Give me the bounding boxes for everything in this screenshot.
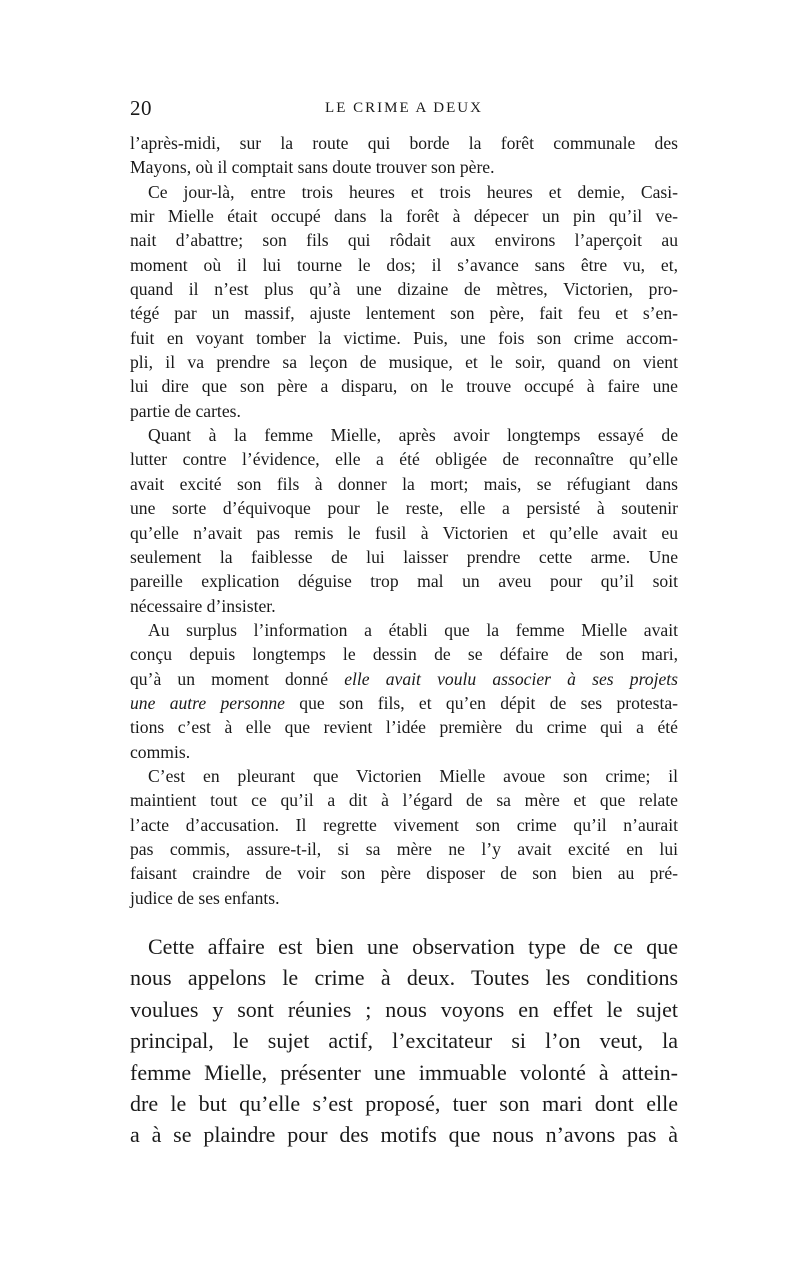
text-line: lutter contre l’évidence, elle a été obligée de reconnaître qu’elle bbox=[130, 449, 678, 470]
text-line: seulement la faiblesse de lui laisser prendre cette arme. Une bbox=[130, 546, 678, 567]
text-run: que son fils, et qu’en dépit de ses protesta- bbox=[284, 692, 678, 713]
text-line: mir Mielle était occupé dans la forêt à dépecer un pin qu’il ve- bbox=[130, 206, 678, 227]
text-line: Mayons, où il comptait sans doute trouver son père. bbox=[130, 157, 495, 178]
main-paragraph bbox=[130, 931, 678, 1151]
quote-paragraph bbox=[130, 618, 678, 764]
text-line: l’après-midi, sur la route qui borde la forêt communale des bbox=[130, 133, 678, 153]
text-line: a à se plaindre pour des motifs que nous n’avons pas à bbox=[130, 1122, 678, 1148]
text-line: Au surplus l’information a établi que la femme Mielle avait bbox=[148, 619, 678, 640]
italic-emphasis: elle avait voulu associer à ses projets bbox=[344, 668, 679, 689]
text-line: tégé par un massif, ajuste lentement son père, fait feu et s’en- bbox=[130, 303, 678, 324]
text-line bbox=[130, 667, 678, 691]
italic-emphasis: une autre personne bbox=[130, 692, 285, 713]
text-line: quand il n’est plus qu’à une dizaine de mètres, Victorien, pro- bbox=[130, 279, 678, 300]
running-head bbox=[130, 96, 678, 126]
quoted-indictment-text bbox=[130, 131, 678, 910]
text-line: pareille explication déguise trop mal un aveu pour qu’il soit bbox=[130, 571, 678, 592]
text-line: avait excité son fils à donner la mort; mais, se réfugiant dans bbox=[130, 473, 678, 494]
text-line: fuit en voyant tomber la victime. Puis, une fois son crime accom- bbox=[130, 327, 678, 348]
text-line: femme Mielle, présenter une immuable volonté à attein- bbox=[130, 1059, 678, 1085]
text-line: une sorte d’équivoque pour le reste, elle a persisté à soutenir bbox=[130, 498, 678, 519]
text-line: voulues y sont réunies ; nous voyons en effet le sujet bbox=[130, 996, 678, 1022]
text-line: pas commis, assure-t-il, si sa mère ne l’y avait excité en lui bbox=[130, 838, 678, 859]
text-line: faisant craindre de voir son père disposer de son bien au pré- bbox=[130, 863, 678, 884]
text-line: nécessaire d’insister. bbox=[130, 595, 276, 616]
text-line: principal, le sujet actif, l’excitateur si l’on veut, la bbox=[130, 1028, 678, 1054]
text-line: nous appelons le crime à deux. Toutes les conditions bbox=[130, 965, 678, 991]
text-line bbox=[130, 691, 678, 715]
text-line: Ce jour-là, entre trois heures et trois heures et demie, Casi- bbox=[148, 181, 678, 202]
text-line: nait d’abattre; son fils qui rôdait aux environs l’aperçoit au bbox=[130, 230, 678, 251]
text-line: commis. bbox=[130, 741, 191, 762]
quote-paragraph bbox=[130, 764, 678, 910]
text-line: maintient tout ce qu’il a dit à l’égard de sa mère et que relate bbox=[130, 790, 678, 811]
page-number: 20 bbox=[130, 96, 152, 120]
text-line: C’est en pleurant que Victorien Mielle avoue son crime; il bbox=[148, 765, 678, 786]
text-line: tions c’est à elle que revient l’idée première du crime qui a été bbox=[130, 717, 678, 738]
text-line: l’acte d’accusation. Il regrette vivement son crime qu’il n’aurait bbox=[130, 814, 678, 835]
quote-paragraph bbox=[130, 180, 678, 423]
text-line: partie de cartes. bbox=[130, 400, 241, 421]
text-run: qu’à un moment donné bbox=[130, 668, 345, 689]
text-line: lui dire que son père a disparu, on le trouve occupé à faire une bbox=[130, 376, 678, 397]
text-line: pli, il va prendre sa leçon de musique, et le soir, quand on vient bbox=[130, 352, 678, 373]
running-title: LE CRIME A DEUX bbox=[325, 100, 483, 116]
text-line: moment où il lui tourne le dos; il s’avance sans être vu, et, bbox=[130, 254, 678, 275]
text-line: conçu depuis longtemps le dessin de se défaire de son mari, bbox=[130, 644, 678, 665]
text-line: Cette affaire est bien une observation type de ce que bbox=[148, 934, 678, 959]
text-line: judice de ses enfants. bbox=[130, 887, 280, 908]
text-line: qu’elle n’avait pas remis le fusil à Victorien et qu’elle avait eu bbox=[130, 522, 678, 543]
text-line: Quant à la femme Mielle, après avoir longtemps essayé de bbox=[148, 425, 678, 446]
quote-paragraph bbox=[130, 423, 678, 618]
quote-paragraph bbox=[130, 131, 678, 180]
text-line: dre le but qu’elle s’est proposé, tuer son mari dont elle bbox=[130, 1090, 678, 1116]
